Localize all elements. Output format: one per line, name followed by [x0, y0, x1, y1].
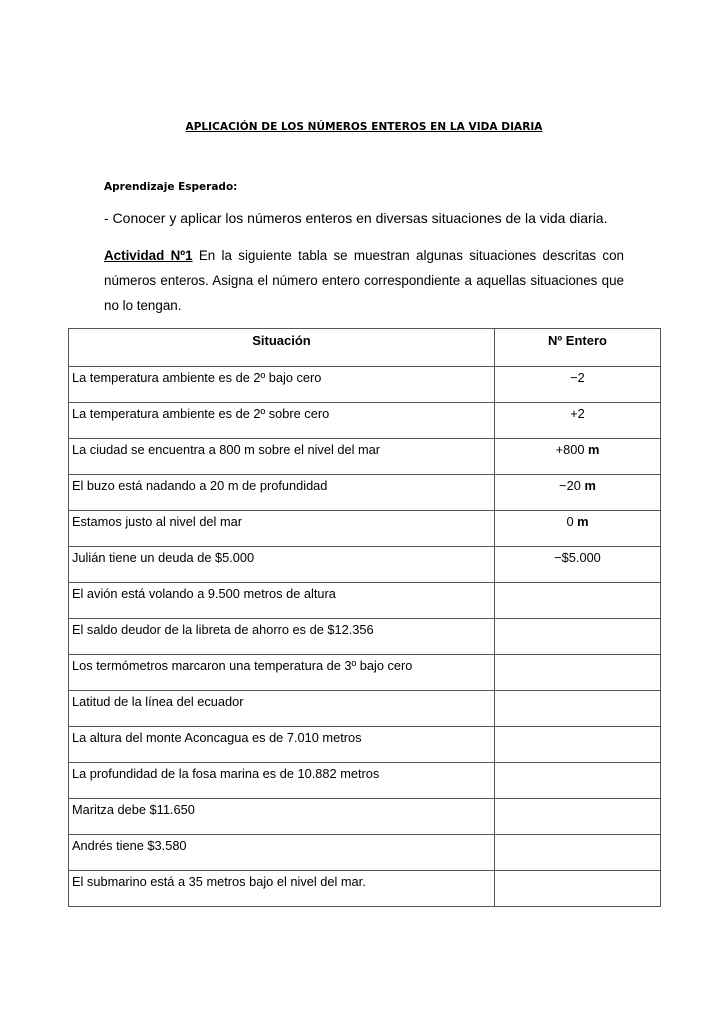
integer-cell[interactable] — [495, 835, 661, 871]
integer-cell[interactable] — [495, 403, 661, 439]
situation-cell: Estamos justo al nivel del mar — [69, 511, 495, 547]
table-row — [69, 511, 661, 547]
integer-value: −2 — [570, 370, 585, 385]
header-integer: Nº Entero — [495, 329, 661, 367]
situation-cell: Andrés tiene $3.580 — [69, 835, 495, 871]
integer-cell[interactable] — [495, 619, 661, 655]
situation-cell: Maritza debe $11.650 — [69, 799, 495, 835]
integer-unit: m — [577, 514, 589, 529]
table-row — [69, 655, 661, 691]
integer-cell[interactable] — [495, 871, 661, 907]
situation-cell: La temperatura ambiente es de 2º sobre cero — [69, 403, 495, 439]
learning-objective-heading: Aprendizaje Esperado: — [104, 181, 238, 193]
integer-cell[interactable] — [495, 727, 661, 763]
situation-cell: Julián tiene un deuda de $5.000 — [69, 547, 495, 583]
table-row — [69, 799, 661, 835]
integer-cell[interactable] — [495, 763, 661, 799]
situation-cell: Latitud de la línea del ecuador — [69, 691, 495, 727]
table-header-row — [69, 329, 661, 367]
integer-cell[interactable] — [495, 655, 661, 691]
table-row — [69, 367, 661, 403]
learning-objective-text: - Conocer y aplicar los números enteros en diversas situaciones de la vida diaria. — [104, 210, 608, 226]
situation-cell: El submarino está a 35 metros bajo el nivel del mar. — [69, 871, 495, 907]
situation-cell: El buzo está nadando a 20 m de profundidad — [69, 475, 495, 511]
table-row — [69, 547, 661, 583]
integers-table — [68, 328, 661, 907]
integer-value: −$5.000 — [554, 550, 601, 565]
integer-cell[interactable] — [495, 547, 661, 583]
situation-cell: La profundidad de la fosa marina es de 10.882 metros — [69, 763, 495, 799]
situation-cell: El avión está volando a 9.500 metros de altura — [69, 583, 495, 619]
integer-value: +800 — [555, 442, 588, 457]
table-row — [69, 763, 661, 799]
table-row — [69, 835, 661, 871]
table-row — [69, 727, 661, 763]
table-row — [69, 619, 661, 655]
table-row — [69, 403, 661, 439]
table-row — [69, 475, 661, 511]
integer-unit: m — [584, 478, 596, 493]
integer-cell[interactable] — [495, 439, 661, 475]
situation-cell: El saldo deudor de la libreta de ahorro es de $12.356 — [69, 619, 495, 655]
integer-cell[interactable] — [495, 583, 661, 619]
integer-unit: m — [588, 442, 600, 457]
integer-cell[interactable] — [495, 691, 661, 727]
integer-cell[interactable] — [495, 799, 661, 835]
document-title: APLICACIÓN DE LOS NÚMEROS ENTEROS EN LA VIDA DIARIA — [185, 121, 543, 133]
table-row — [69, 583, 661, 619]
table-row — [69, 691, 661, 727]
activity-label: Actividad Nº1 — [104, 248, 193, 263]
integer-cell[interactable] — [495, 511, 661, 547]
header-situation: Situación — [69, 329, 495, 367]
situation-cell: La temperatura ambiente es de 2º bajo cero — [69, 367, 495, 403]
situation-cell: La altura del monte Aconcagua es de 7.010 metros — [69, 727, 495, 763]
integer-value: +2 — [570, 406, 585, 421]
situation-cell: La ciudad se encuentra a 800 m sobre el nivel del mar — [69, 439, 495, 475]
integer-cell[interactable] — [495, 475, 661, 511]
integer-value: 0 — [566, 514, 578, 529]
table-row — [69, 439, 661, 475]
activity-text: En la siguiente tabla se muestran algunas situaciones descritas con números enteros. Asigna el número entero correspondiente a aquellas situaciones que no lo tengan. — [104, 248, 624, 313]
situation-cell: Los termómetros marcaron una temperatura de 3º bajo cero — [69, 655, 495, 691]
integer-value: −20 — [559, 478, 585, 493]
activity-instructions — [104, 243, 624, 318]
integer-cell[interactable] — [495, 367, 661, 403]
table-row — [69, 871, 661, 907]
